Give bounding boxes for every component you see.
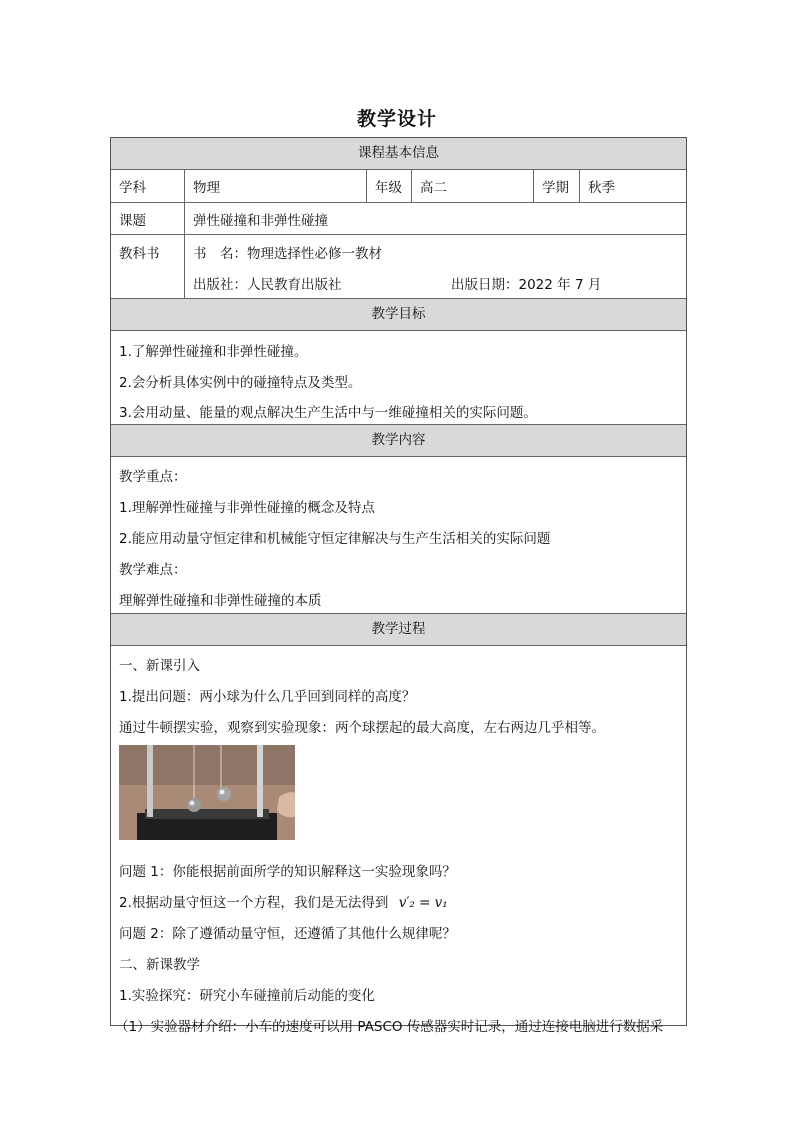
- content-block: [111, 457, 686, 614]
- process-text: 通过牛顿摆实验，观察到实验现象：两个球摆起的最大高度，左右两边几乎相等。: [119, 720, 605, 736]
- section-header-objectives: 教学目标: [111, 299, 686, 331]
- topic-label: 课题: [111, 203, 185, 234]
- textbook-pub-date: 出版日期：2022 年 7 月: [451, 277, 602, 293]
- section-header-basic-info: 课程基本信息: [111, 138, 686, 170]
- section-header-process: 教学过程: [111, 614, 686, 646]
- topic-value: 弹性碰撞和非弹性碰撞: [193, 212, 328, 229]
- info-row-textbook: [111, 235, 686, 299]
- grade-label: 年级: [367, 170, 412, 202]
- difficulty-label: 教学难点：: [119, 562, 187, 578]
- velocity-equation: v′₂ = v₁: [398, 895, 448, 911]
- subject-value: 物理: [185, 170, 367, 202]
- process-momentum-line: [119, 891, 448, 911]
- difficulty-item: 理解弹性碰撞和非弹性碰撞的本质: [119, 593, 322, 609]
- key-points-label: 教学重点：: [119, 469, 187, 485]
- process-block: [111, 646, 686, 1035]
- grade-value: 高二: [412, 170, 534, 202]
- term-label: 学期: [534, 170, 580, 202]
- textbook-name: 书 名：物理选择性必修一教材: [193, 246, 382, 262]
- section-header-content: 教学内容: [111, 425, 686, 457]
- process-question-2: 问题 2：除了遵循动量守恒，还遵循了其他什么规律呢？: [119, 926, 456, 942]
- objectives-block: [111, 331, 686, 425]
- info-row-subject: [111, 170, 686, 203]
- info-row-topic: [111, 203, 686, 235]
- newtons-cradle-illustration: [119, 745, 295, 840]
- process-experiment: 1.实验探究：研究小车碰撞前后动能的变化: [119, 988, 375, 1004]
- lesson-plan-table: [110, 137, 687, 1035]
- process-momentum-text: 2.根据动量守恒这一个方程，我们是无法得到: [119, 895, 389, 911]
- process-heading-new: 二、新课教学: [119, 957, 200, 973]
- newtons-cradle-photo: [119, 745, 295, 840]
- objective-item: 1.了解弹性碰撞和非弹性碰撞。: [119, 344, 308, 360]
- process-heading-intro: 一、新课引入: [119, 658, 200, 674]
- page-title: 教学设计: [356, 108, 437, 130]
- objective-item: 2.会分析具体实例中的碰撞特点及类型。: [119, 375, 362, 391]
- process-question-1: 问题 1：你能根据前面所学的知识解释这一实验现象吗？: [119, 864, 456, 880]
- process-equipment: （1）实验器材介绍：小车的速度可以用 PASCO 传感器实时记录，通过连接电脑进行数据采: [115, 1019, 664, 1035]
- textbook-label: 教科书: [111, 235, 185, 298]
- subject-label: 学科: [111, 170, 185, 202]
- process-question: 1.提出问题：两小球为什么几乎回到同样的高度？: [119, 689, 416, 705]
- key-point-item: 1.理解弹性碰撞与非弹性碰撞的概念及特点: [119, 500, 375, 516]
- textbook-publisher: 出版社：人民教育出版社: [193, 277, 342, 293]
- term-value: 秋季: [588, 180, 615, 196]
- objective-item: 3.会用动量、能量的观点解决生产生活中与一维碰撞相关的实际问题。: [119, 405, 537, 421]
- key-point-item: 2.能应用动量守恒定律和机械能守恒定律解决与生产生活相关的实际问题: [119, 531, 551, 547]
